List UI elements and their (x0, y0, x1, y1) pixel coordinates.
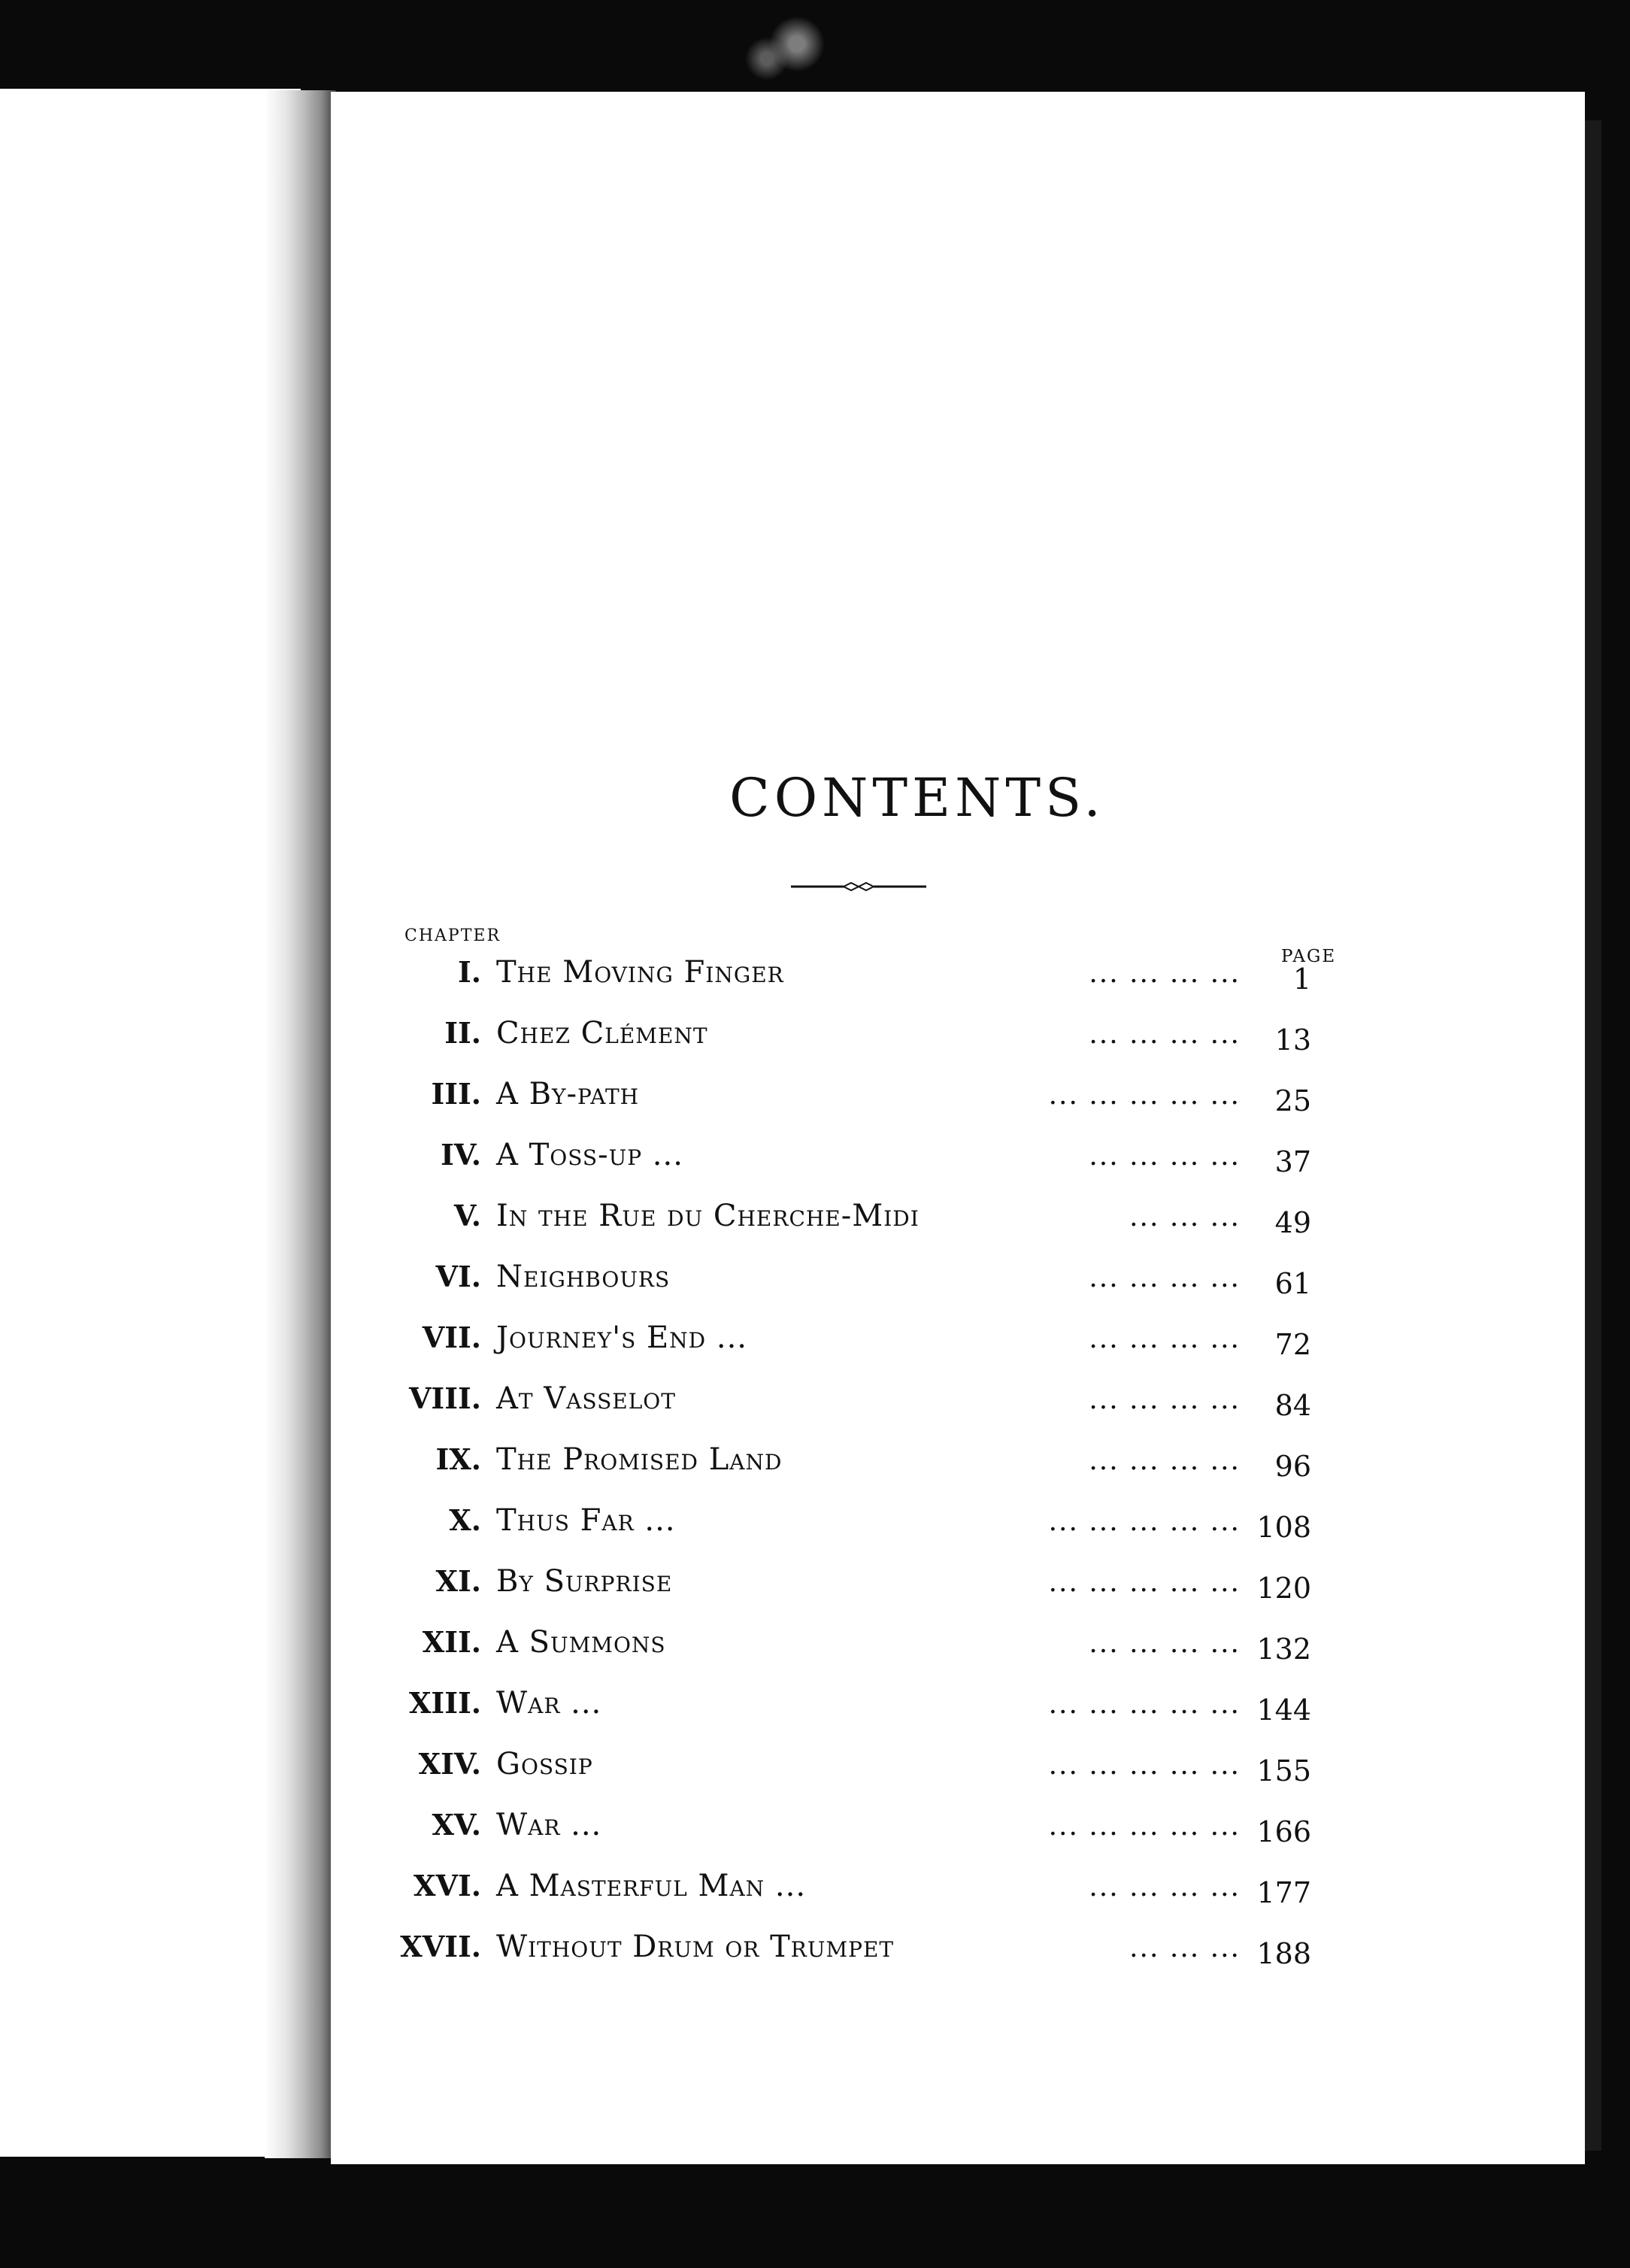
toc-entry (0, 1260, 1630, 1306)
chapter-number: VI. (435, 1260, 481, 1293)
toc-entry (0, 1808, 1630, 1854)
chapter-number: XI. (435, 1564, 481, 1598)
leader-dots: ... ... ... ... (1089, 1324, 1241, 1354)
chapter-title: A Masterful Man ... (496, 1869, 807, 1903)
chapter-title: A By-path (496, 1077, 640, 1111)
chapter-column-heading: CHAPTER (404, 926, 501, 945)
leader-dots: ... ... ... ... ... (1048, 1750, 1241, 1781)
page-number: 108 (1256, 1511, 1311, 1544)
page-title: CONTENTS. (729, 767, 1105, 829)
leader-dots: ... ... ... (1129, 1933, 1241, 1963)
chapter-number: XVII. (400, 1930, 481, 1963)
leader-dots: ... ... ... ... (1089, 1445, 1241, 1476)
page-number: 13 (1274, 1023, 1311, 1057)
page-number: 177 (1256, 1876, 1311, 1909)
leader-dots: ... ... ... ... (1089, 1019, 1241, 1050)
chapter-title: A Summons (496, 1625, 666, 1660)
page-number: 84 (1274, 1389, 1311, 1422)
leader-dots: ... ... ... ... ... (1048, 1811, 1241, 1842)
chapter-number: IV. (441, 1138, 481, 1172)
chapter-title: In the Rue du Cherche-Midi (496, 1199, 920, 1233)
leader-dots: ... ... ... ... (1089, 1384, 1241, 1415)
toc-entry (0, 1199, 1630, 1245)
chapter-title: Gossip (496, 1747, 593, 1781)
chapter-title: Thus Far ... (496, 1503, 676, 1538)
toc-entry (0, 1320, 1630, 1367)
toc-entry (0, 1503, 1630, 1550)
toc-entry (0, 1442, 1630, 1489)
chapter-title: Neighbours (496, 1260, 671, 1294)
page-number: 49 (1274, 1206, 1311, 1239)
chapter-number: X. (449, 1503, 481, 1537)
page-number: 120 (1256, 1572, 1311, 1605)
toc-entry (0, 1016, 1630, 1063)
chapter-number: II. (444, 1016, 481, 1050)
page-number: 61 (1274, 1267, 1311, 1300)
chapter-number: IX. (435, 1442, 481, 1476)
leader-dots: ... ... ... ... (1089, 1263, 1241, 1293)
page-number: 72 (1274, 1328, 1311, 1361)
chapter-title: The Moving Finger (496, 955, 784, 990)
chapter-title: War ... (496, 1808, 602, 1842)
toc-entry (0, 1869, 1630, 1915)
leader-dots: ... ... ... ... (1089, 1872, 1241, 1903)
page-number: 25 (1274, 1084, 1311, 1117)
chapter-title: Without Drum or Trumpet (496, 1930, 895, 1964)
page-number: 37 (1274, 1145, 1311, 1178)
chapter-number: XIV. (418, 1747, 481, 1781)
chapter-number: XV. (432, 1808, 481, 1842)
chapter-number: V. (453, 1199, 481, 1233)
toc-entry (0, 955, 1630, 1002)
toc-entry (0, 1686, 1630, 1733)
leader-dots: ... ... ... ... (1089, 1141, 1241, 1172)
leader-dots: ... ... ... ... ... (1048, 1567, 1241, 1598)
chapter-number: XVI. (414, 1869, 481, 1903)
chapter-number: XII. (422, 1625, 481, 1659)
chapter-title: Journey's End ... (496, 1320, 747, 1355)
leader-dots: ... ... ... ... (1089, 958, 1241, 989)
chapter-title: A Toss-up ... (496, 1138, 683, 1172)
page-number: 1 (1292, 963, 1311, 996)
chapter-number: III. (431, 1077, 481, 1111)
page-number: 132 (1256, 1633, 1311, 1666)
chapter-number: XIII. (408, 1686, 481, 1720)
toc-entry (0, 1138, 1630, 1184)
leader-dots: ... ... ... (1129, 1202, 1241, 1233)
leader-dots: ... ... ... ... (1089, 1628, 1241, 1659)
toc-entry (0, 1625, 1630, 1672)
toc-entry (0, 1077, 1630, 1123)
chapter-number: VIII. (408, 1381, 481, 1415)
leader-dots: ... ... ... ... ... (1048, 1080, 1241, 1111)
chapter-number: I. (457, 955, 481, 989)
chapter-title: At Vasselot (496, 1381, 676, 1416)
toc-entry (0, 1381, 1630, 1428)
page-column-heading: PAGE (1281, 947, 1337, 966)
chapter-title: The Promised Land (496, 1442, 783, 1477)
chapter-number: VII. (422, 1320, 481, 1354)
leader-dots: ... ... ... ... ... (1048, 1689, 1241, 1720)
page-number: 96 (1274, 1450, 1311, 1483)
page-number: 166 (1256, 1815, 1311, 1848)
toc-entry (0, 1930, 1630, 1976)
leader-dots: ... ... ... ... ... (1048, 1506, 1241, 1537)
toc-entry (0, 1564, 1630, 1611)
page-number: 155 (1256, 1754, 1311, 1787)
toc-entry (0, 1747, 1630, 1793)
chapter-title: War ... (496, 1686, 602, 1721)
chapter-title: By Surprise (496, 1564, 673, 1599)
page-number: 188 (1256, 1937, 1311, 1970)
page-number: 144 (1256, 1693, 1311, 1727)
chapter-title: Chez Clément (496, 1016, 708, 1051)
